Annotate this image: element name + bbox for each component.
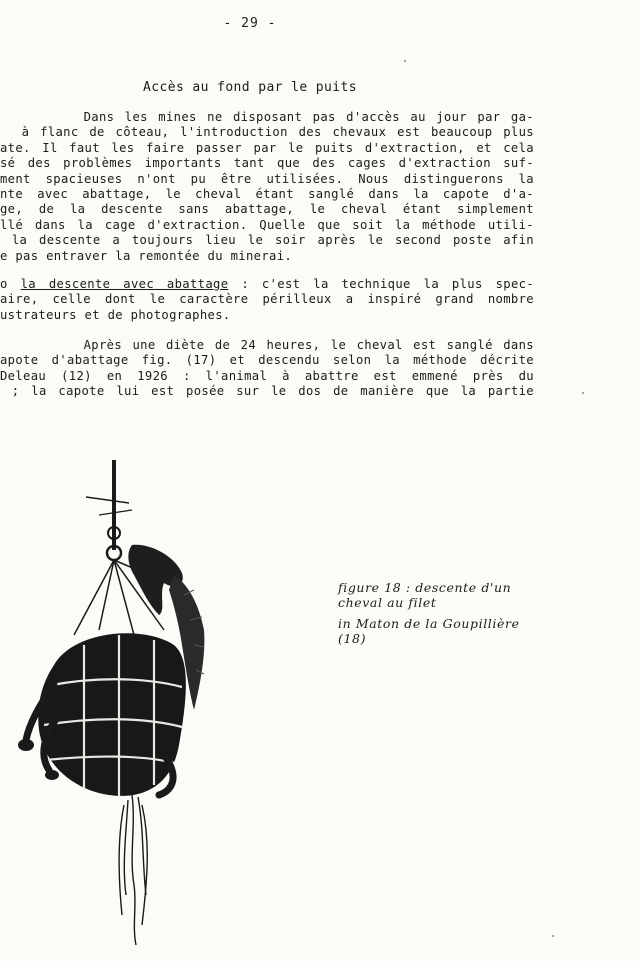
horse-in-net-illustration — [14, 455, 224, 950]
text-line: ; la capote lui est posée sur le dos de manière que la partie — [0, 384, 534, 399]
caption-line: figure 18 : descente d'un — [338, 580, 512, 595]
figure-source — [338, 616, 578, 646]
text-line: la descente a toujours lieu le soir après le second poste afin — [0, 233, 534, 248]
text-line: nte avec abattage, le cheval étant sanglé dans la capote d'a- — [0, 187, 534, 202]
intro-paragraph — [0, 110, 534, 264]
underlined-term: la descente avec abattage — [20, 277, 229, 291]
hoist-rope — [86, 460, 132, 560]
text-line — [0, 277, 534, 292]
source-line: (18) — [338, 631, 367, 646]
text-line: ate. Il faut les faire passer par le puits d'extraction, et cela — [0, 140, 534, 155]
text-line: aire, celle dont le caractère périlleux a inspiré grand nombre — [0, 292, 534, 307]
figure-caption — [338, 580, 578, 646]
text-line: ment spacieuses n'ont pu être utilisées. Nous distinguerons la — [0, 171, 534, 186]
line-rest: : c'est la technique la plus spec- — [228, 277, 535, 291]
text-line: Après une diète de 24 heures, le cheval est sanglé dans — [0, 338, 534, 352]
text-line: à flanc de côteau, l'introduction des chevaux est beaucoup plus — [0, 125, 534, 140]
scan-speck — [404, 60, 406, 62]
text-line: ge, de la descente sans abattage, le cheval étant simplement — [0, 202, 534, 217]
text-line: Dans les mines ne disposant pas d'accès au jour par ga- — [0, 110, 534, 124]
source-line: in Maton de la Goupillière — [338, 616, 520, 631]
caption-line: cheval au filet — [338, 595, 437, 610]
line-prefix: o — [0, 277, 21, 291]
diet-paragraph — [0, 338, 534, 400]
text-line: sé des problèmes importants tant que des cages d'extraction suf- — [0, 156, 534, 171]
scan-speck — [552, 935, 554, 937]
scan-speck — [582, 392, 584, 394]
text-line: e pas entraver la remontée du minerai. — [0, 248, 293, 263]
text-line: Deleau (12) en 1926 : l'animal à abattre est emmené près du — [0, 368, 534, 383]
section-title: Accès au fond par le puits — [143, 80, 357, 95]
text-line: apote d'abattage fig. (17) et descendu selon la méthode décrite — [0, 353, 534, 368]
text-line: llé dans la cage d'extraction. Quelle que soit la méthode utili- — [0, 217, 534, 232]
page-number: - 29 - — [223, 16, 277, 31]
abattage-paragraph — [0, 277, 534, 323]
text-line: ustrateurs et de photographes. — [0, 307, 231, 322]
horse-tail — [119, 795, 147, 945]
